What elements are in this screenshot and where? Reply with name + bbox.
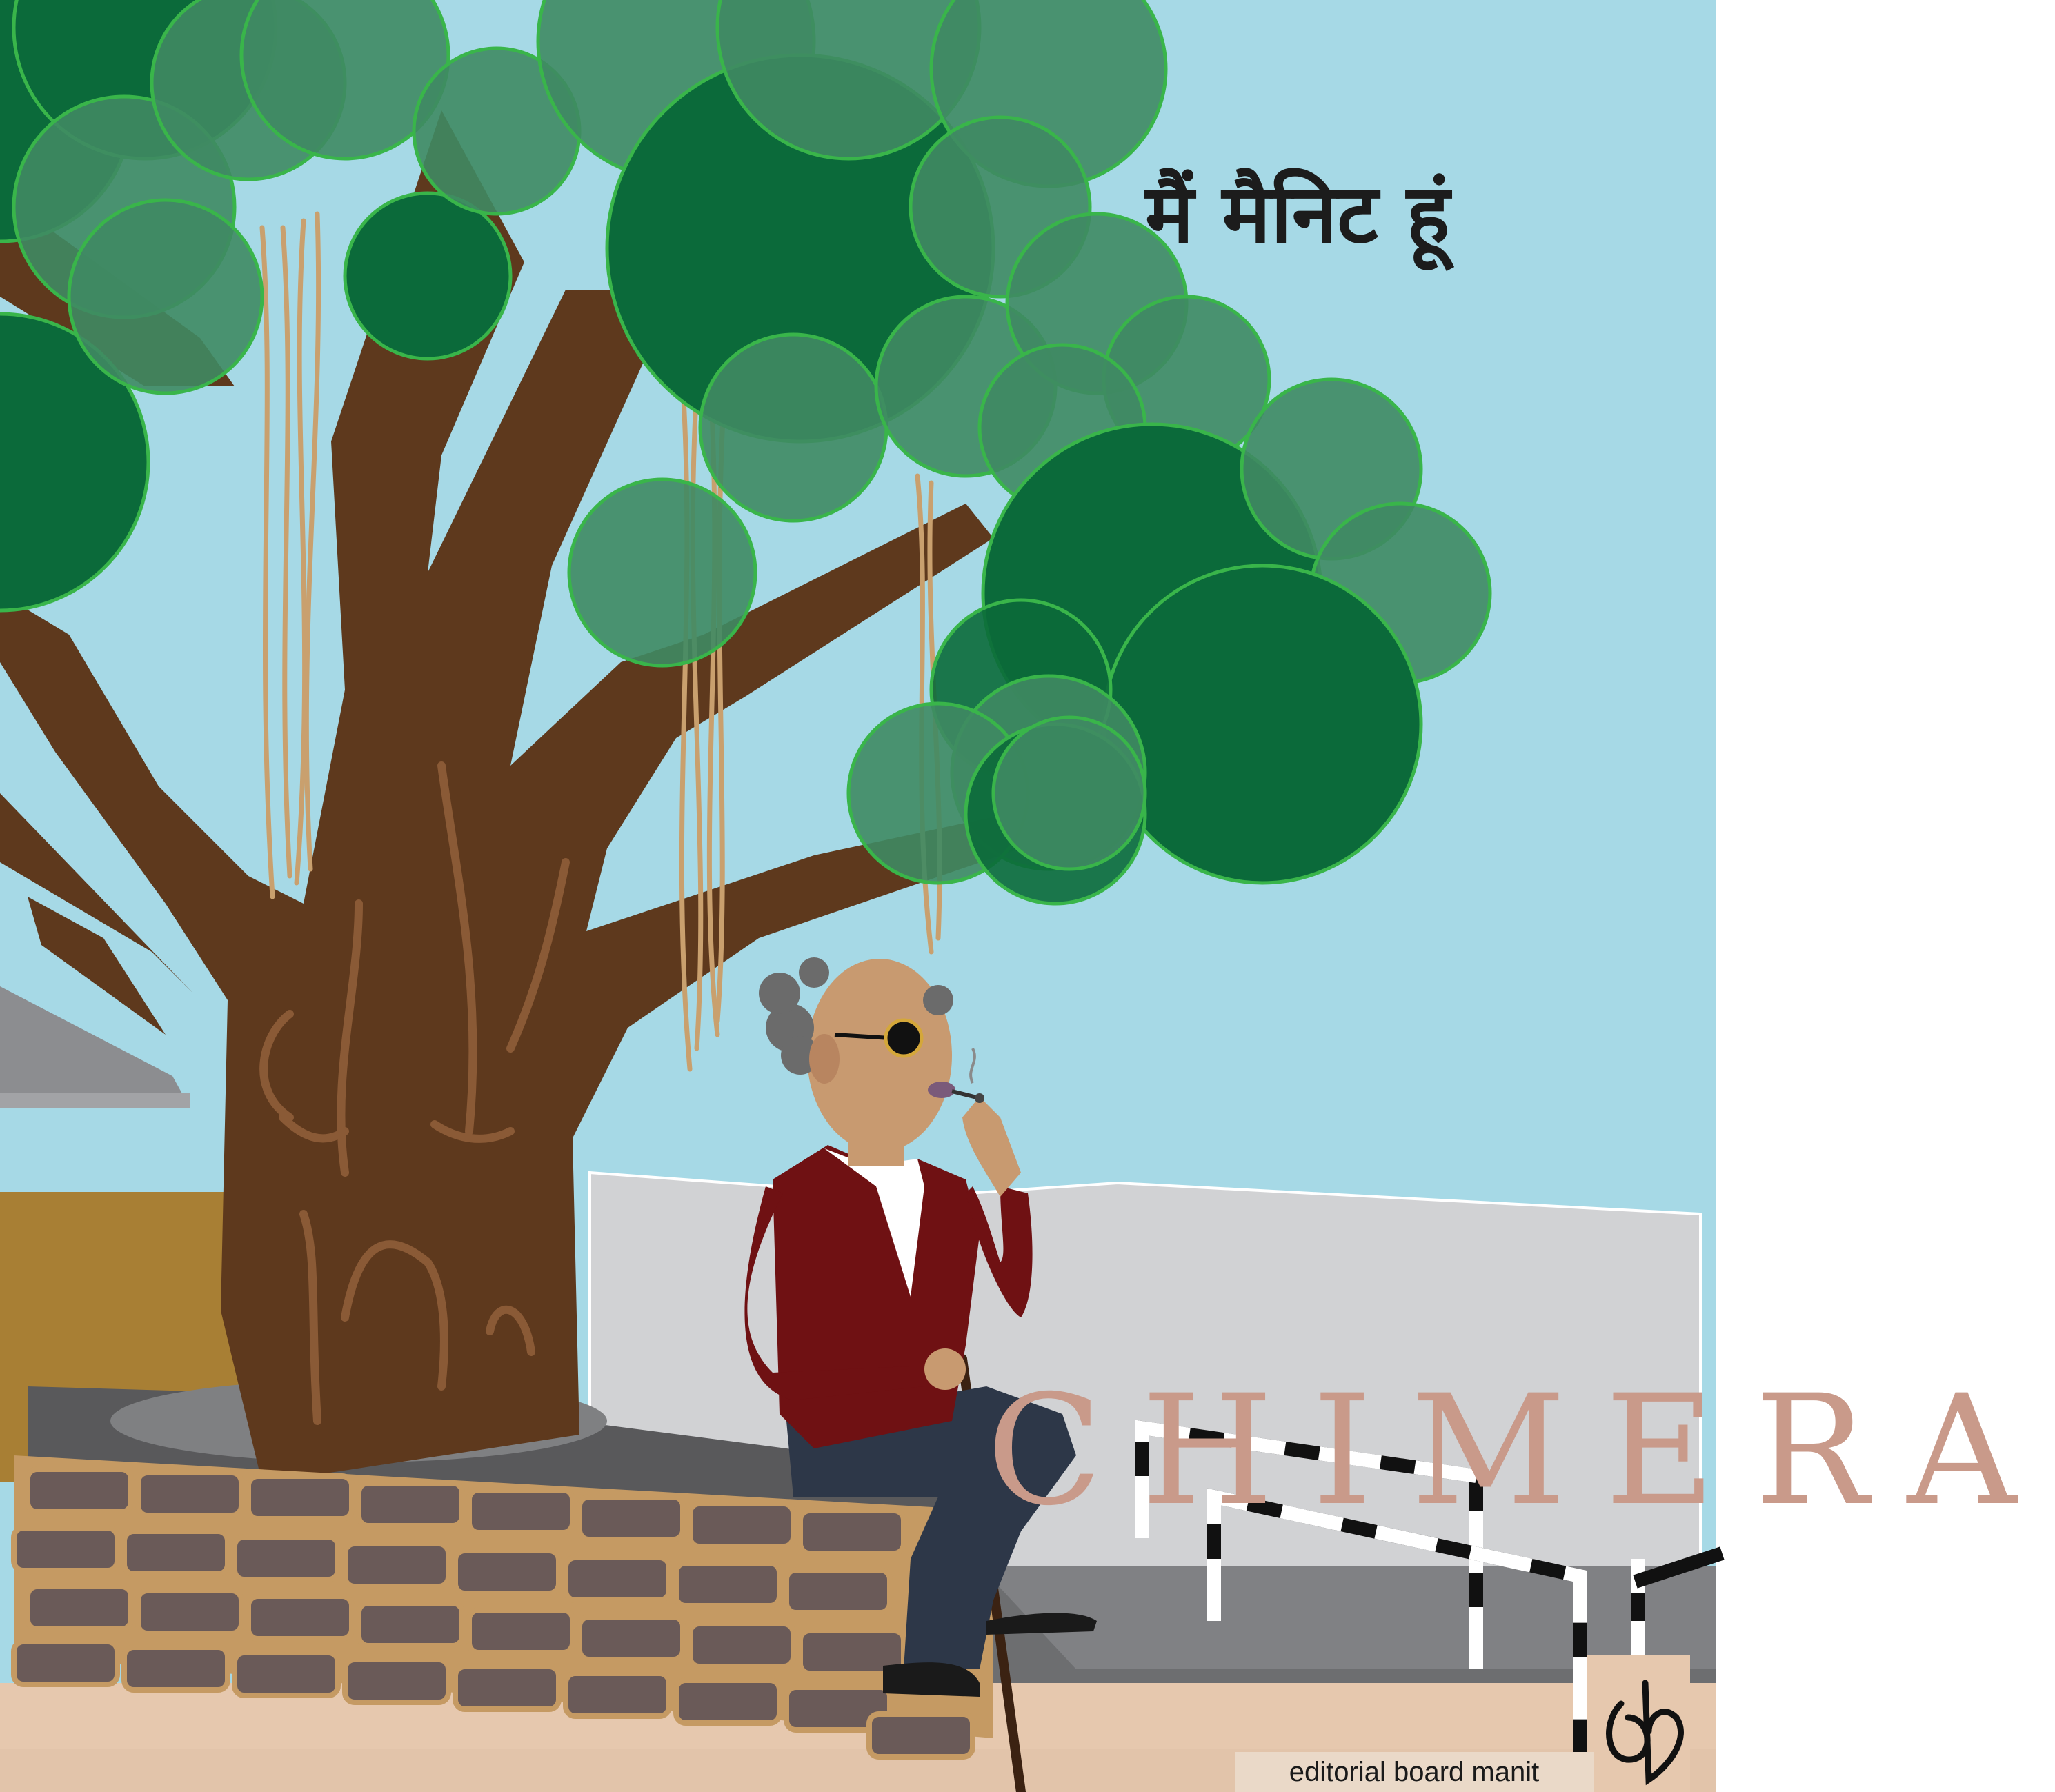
credit-label: editorial board manit — [1235, 1752, 1594, 1792]
road-shade — [980, 1566, 1716, 1669]
eb-logo — [1587, 1655, 1690, 1792]
headline: मैं मैनिट हूं — [1145, 166, 1450, 261]
wall-sign-text: CHIMERA — [986, 1362, 2055, 1539]
